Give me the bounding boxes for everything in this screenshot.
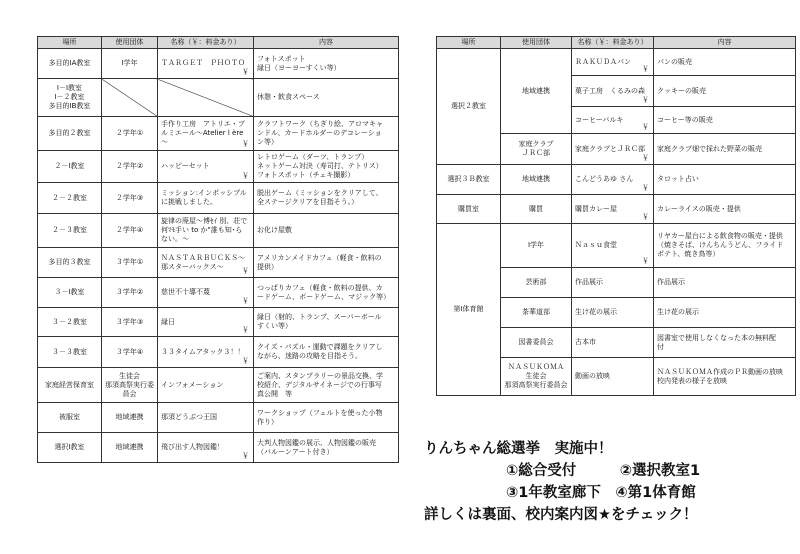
content-cell: 図書室で使用しなくなった本の無料配 付 (654, 328, 796, 358)
place-cell: ３－２教室 (38, 308, 102, 337)
program-name: ＴＡＲＧＥＴ ＰＨＯＴＯ (161, 59, 245, 67)
name-cell (158, 308, 254, 337)
name-cell (158, 368, 254, 403)
name-cell (572, 76, 654, 107)
program-name: 縁日 (161, 317, 175, 326)
place-cell: 多目的２教室 (38, 117, 102, 151)
table-row (437, 165, 796, 195)
program-name: 家庭クラブとＪＲＣ部 (575, 144, 645, 153)
content-cell: ご案内、スタンプラリーの景品交換、学 校紹介、デジタルサイネージでの行事写 真公開 等 (254, 368, 399, 403)
name-cell (158, 151, 254, 183)
program-name: 旋律の廃屋～博ｾｲ 別、荘で 何ﾏﾓ手い to か"誰も知･ら ない。～ (161, 217, 248, 243)
header-content: 内容 (654, 37, 796, 49)
fee-yen-mark: ￥ (242, 172, 249, 180)
header-name: 名称（￥：料金あり） (158, 37, 254, 49)
notice-locations-1: ①総合受付 ②選択教室1 (506, 463, 701, 479)
group-cell: 芸術部 (501, 268, 572, 298)
group-cell: 購買 (501, 195, 572, 224)
fee-yen-mark: ￥ (242, 326, 249, 334)
name-cell (572, 195, 654, 224)
group-cell: 茶華道部 (501, 298, 572, 328)
header-place: 場所 (437, 37, 501, 49)
fee-yen-mark: ￥ (642, 154, 649, 162)
fee-yen-mark: ￥ (642, 257, 649, 265)
name-cell (158, 117, 254, 151)
content-cell: アメリカンメイドカフェ（軽食・飲料の 提供） (254, 248, 399, 278)
content-cell: ワークショップ（フェルトを使った小物 作り） (254, 403, 399, 433)
place-cell: ２－３教室 (38, 214, 102, 248)
place-cell: 選択２教室 (437, 49, 501, 165)
name-cell (572, 268, 654, 298)
program-name: ＮＡＳＴＡＲＢＵＣＫＳ～ 那スターバックス～ (161, 253, 245, 271)
program-name: 飛び出す人物図鑑！ (161, 443, 224, 451)
group-cell: ２学年② (102, 151, 158, 183)
program-name: コーヒーバルキ (575, 115, 624, 124)
content-cell: 脱出ゲーム（ミッションをクリアして、 全ステージクリアを目指そう。） (254, 183, 399, 214)
program-name: 慈世不十導不蔑 (161, 288, 210, 296)
name-cell (158, 278, 254, 308)
table-row (38, 79, 399, 117)
content-cell: クッキーの販売 (654, 76, 796, 107)
content-cell: コーヒー等の販売 (654, 107, 796, 134)
content-cell: レトロゲーム（ダーツ、トランプ） ネットゲーム対決（寿司打、テトリス） フォトスポット（チェキ撮影） (254, 151, 399, 183)
fee-yen-mark: ￥ (642, 96, 649, 104)
group-cell: 家庭クラブ ＪＲＣ部 (501, 134, 572, 165)
header-group: 使用団体 (102, 37, 158, 49)
program-name: 手作り工房 アトリエ・ブ ルミエール～Atelier l ère～ (161, 120, 245, 146)
fee-yen-mark: ￥ (242, 297, 249, 305)
program-name: こんどうあゆ さん (575, 175, 634, 183)
content-cell: 休憩・飲食スペース (254, 79, 399, 117)
name-cell (158, 79, 254, 117)
place-cell: 多目的ⅠA教室 (38, 49, 102, 79)
name-cell (572, 224, 654, 268)
content-cell: 縁日（射的、トランプ、スーパーボール すくい等） (254, 308, 399, 337)
name-cell (572, 134, 654, 165)
fee-yen-mark: ￥ (642, 123, 649, 131)
program-name: 生け花の展示 (575, 308, 617, 316)
fee-yen-mark: ￥ (242, 357, 249, 365)
header-row (437, 37, 796, 49)
group-cell: ３学年① (102, 248, 158, 278)
group-cell (102, 79, 158, 117)
place-cell: 家庭経営保育室 (38, 368, 102, 403)
group-cell: 地域連携 (501, 165, 572, 195)
table-row (38, 248, 399, 278)
name-cell (158, 403, 254, 433)
content-cell: クラフトワーク（ちぎり絵、アロマキャ ンドル、カードホルダーのデコレーショ ン等） (254, 117, 399, 151)
place-cell: ２－Ⅰ教室 (38, 151, 102, 183)
group-cell: 地域連携 (501, 49, 572, 134)
content-cell: 生け花の展示 (654, 298, 796, 328)
group-cell: ３学年④ (102, 337, 158, 368)
content-cell: 家庭クラブ畑で採れた野菜の販売 (654, 134, 796, 165)
content-cell: パンの販売 (654, 49, 796, 76)
header-content: 内容 (254, 37, 399, 49)
name-cell (158, 183, 254, 214)
name-cell (572, 328, 654, 358)
fee-yen-mark: ￥ (642, 213, 649, 221)
group-cell: 地域連携 (102, 433, 158, 463)
fee-yen-mark: ￥ (242, 452, 249, 460)
notice-title: りんちゃん総選挙 実施中！ (424, 441, 613, 457)
program-name: ＲＡＫＵＤＡパン (575, 57, 631, 66)
table-row (38, 368, 399, 403)
header-row (38, 37, 399, 49)
program-name: 那須どうぶつ王国 (161, 413, 217, 421)
name-cell (572, 358, 654, 396)
table-row (437, 49, 796, 76)
program-name: 菓子工房 くるみの森 (575, 86, 645, 95)
group-cell: ３学年③ (102, 308, 158, 337)
group-cell: Ⅰ学年 (501, 224, 572, 268)
content-cell: つっぱりカフェ（軽食・飲料の提供、カ ードゲーム、ボードゲーム、マジック等） (254, 278, 399, 308)
content-cell: カレーライスの販売・提供 (654, 195, 796, 224)
name-cell (158, 337, 254, 368)
left-program-table (37, 36, 399, 463)
table-row (38, 278, 399, 308)
header-name: 名称（￥：料金あり） (572, 37, 654, 49)
notice-footer: 詳しくは裏面、校内案内図★をチェック！ (424, 507, 698, 523)
name-cell (572, 298, 654, 328)
name-cell (572, 165, 654, 195)
fee-yen-mark: ￥ (242, 267, 249, 275)
table-row (38, 117, 399, 151)
table-row (38, 337, 399, 368)
place-cell: ３－Ⅰ教室 (38, 278, 102, 308)
content-cell: タロット占い (654, 165, 796, 195)
group-cell: 図書委員会 (501, 328, 572, 358)
name-cell (572, 49, 654, 76)
notice-locations-2: ③1年教室廊下 ④第1体育館 (506, 485, 696, 501)
name-cell (158, 49, 254, 79)
fee-yen-mark: ￥ (242, 68, 249, 76)
fee-yen-mark: ￥ (642, 65, 649, 73)
content-cell: クイズ・パズル・運動で課題をクリアし ながら、迷路の攻略を目指そう。 (254, 337, 399, 368)
name-cell (158, 214, 254, 248)
table-row (38, 49, 399, 79)
header-group: 使用団体 (501, 37, 572, 49)
header-place: 場所 (38, 37, 102, 49)
election-notice (424, 438, 796, 526)
place-cell: 第Ⅰ体育館 (437, 224, 501, 396)
program-name: インフォメーション (161, 380, 224, 389)
table-row (38, 214, 399, 248)
program-name: 動画の放映 (575, 372, 610, 380)
place-cell: ３－３教室 (38, 337, 102, 368)
table-row (38, 308, 399, 337)
group-cell: ＮＡＳＵＫＯＭＡ 生徒会 那須高祭実行委員会 (501, 358, 572, 396)
program-name: ３３タイムアタック３！！ (161, 347, 245, 356)
table-row (38, 403, 399, 433)
name-cell (572, 107, 654, 134)
place-cell: Ⅰ－Ⅰ教室 Ⅰ－２教室 多目的ⅠB教室 (38, 79, 102, 117)
program-name: 作品展示 (575, 278, 603, 286)
fee-yen-mark: ￥ (642, 184, 649, 192)
fee-yen-mark: ￥ (242, 140, 249, 148)
program-name: Ｎａｓｕ食堂 (575, 241, 617, 249)
table-row (38, 151, 399, 183)
table-row (437, 224, 796, 268)
place-cell: 選択３Ｂ教室 (437, 165, 501, 195)
program-name: ハッピーセット (161, 162, 210, 170)
group-cell: 生徒会 那須高祭実行委 員会 (102, 368, 158, 403)
content-cell: ＮＡＳＵＫＯＭＡ作成のＰＲ動画の放映 校内発表の様子を放映 (654, 358, 796, 396)
group-cell: Ⅰ学年 (102, 49, 158, 79)
group-cell: ２学年① (102, 117, 158, 151)
place-cell: 多目的３教室 (38, 248, 102, 278)
place-cell: 購買室 (437, 195, 501, 224)
content-cell: リヤカー屋台による飲食物の販売・提供 （焼きそば、けんちんうどん、フライド ポテト、焼き鳥等） (654, 224, 796, 268)
content-cell: 作品展示 (654, 268, 796, 298)
table-row (437, 195, 796, 224)
content-cell: フォトスポット 縁日（ヨーヨーすくい等） (254, 49, 399, 79)
program-name: ミッション:インポッシブル に挑戦しました。 (161, 189, 247, 206)
table-row (38, 183, 399, 214)
content-cell: お化け屋敷 (254, 214, 399, 248)
group-cell: ２学年④ (102, 214, 158, 248)
right-program-table (436, 36, 796, 396)
place-cell: ２－２教室 (38, 183, 102, 214)
place-cell: 選択Ⅰ教室 (38, 433, 102, 463)
group-cell: ３学年② (102, 278, 158, 308)
content-cell: 大判人物図鑑の展示、人物図鑑の販売 （バルーンアート付き） (254, 433, 399, 463)
group-cell: 地域連携 (102, 403, 158, 433)
group-cell: ２学年③ (102, 183, 158, 214)
name-cell (158, 248, 254, 278)
program-name: 古本市 (575, 338, 596, 346)
name-cell (158, 433, 254, 463)
program-name: 購買カレー屋 (575, 204, 617, 213)
table-row (38, 433, 399, 463)
place-cell: 被服室 (38, 403, 102, 433)
